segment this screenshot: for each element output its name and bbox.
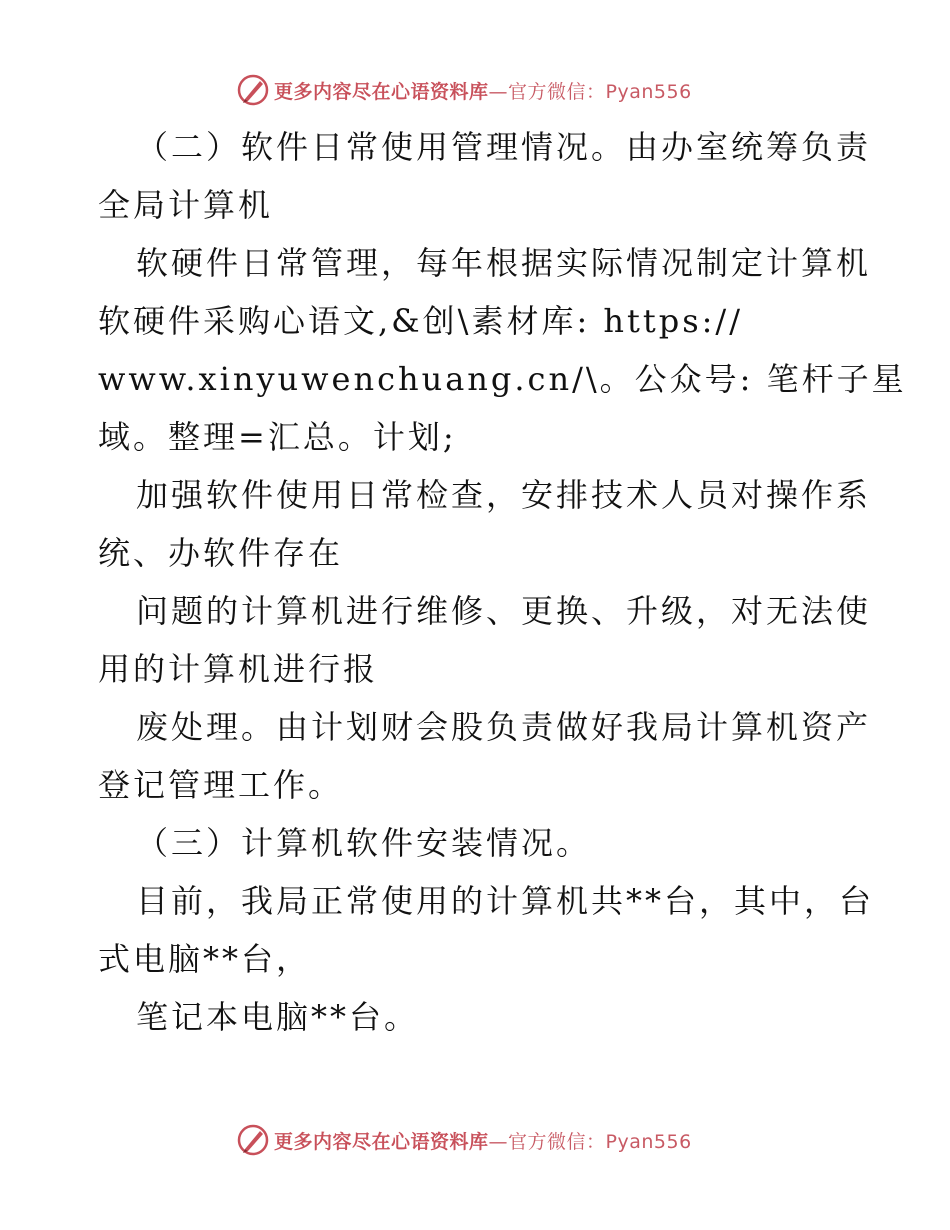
footer-watermark [236, 1123, 692, 1157]
paragraph-line: 全局计算机 [98, 186, 274, 224]
paragraph-line: 问题的计算机进行维修、更换、升级，对无法使 [136, 592, 872, 630]
paragraph-line: www.xinyuwenchuang.cn/\。公众号: 笔杆子星 [98, 360, 907, 398]
watermark-main-text: 更多内容尽在心语资料库 [274, 1130, 489, 1153]
paragraph-line: 统、办软件存在 [98, 534, 344, 572]
paragraph-line: 目前，我局正常使用的计算机共**台，其中，台 [136, 882, 875, 920]
section-heading: （三）计算机软件安装情况。 [136, 824, 592, 862]
paragraph-line: 软硬件日常管理，每年根据实际情况制定计算机 [136, 244, 872, 282]
paragraph-line: 用的计算机进行报 [98, 650, 379, 688]
paragraph-line: 式电脑**台， [98, 940, 312, 978]
paragraph-line: 笔记本电脑**台。 [136, 998, 420, 1036]
paragraph-line: （二）软件日常使用管理情况。由办室统筹负责 [136, 128, 872, 166]
paragraph-line: 加强软件使用日常检查，安排技术人员对操作系 [136, 476, 872, 514]
watermark-contact-text: —官方微信：Pyan556 [488, 1130, 692, 1153]
paragraph-line: 软硬件采购心语文,&创\素材库: https:// [98, 302, 743, 340]
paragraph-line: 废处理。由计划财会股负责做好我局计算机资产 [136, 708, 872, 746]
paragraph-line: 登记管理工作。 [98, 766, 344, 804]
paragraph-line: 域。整理=汇总。计划; [98, 418, 457, 456]
watermark-contact-text: —官方微信：Pyan556 [488, 80, 692, 103]
watermark-main-text: 更多内容尽在心语资料库 [274, 80, 489, 103]
header-watermark [236, 73, 692, 107]
document-body [98, 118, 907, 1046]
quill-pen-logo-icon [236, 73, 270, 107]
quill-pen-logo-icon [236, 1123, 270, 1157]
